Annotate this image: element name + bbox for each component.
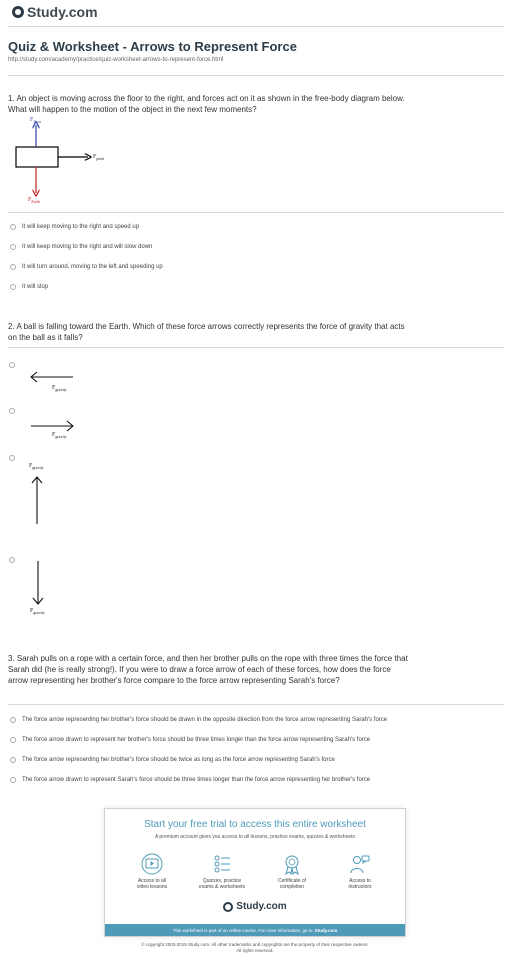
q3-option-d[interactable]: The force arrow drawn to represent Sarah's force should be three times longer than the force arrow representing her brother's force (10, 777, 370, 783)
promo-study-logo[interactable]: Study.com (105, 901, 405, 912)
certificate-icon (281, 853, 303, 875)
q3-option-b[interactable]: The force arrow drawn to represent her brother's force should be three times longer than the force arrow representing Sarah's force (10, 737, 370, 743)
header-divider (8, 26, 504, 27)
q2-option-b-label: $F_{gravity}$ (52, 432, 67, 440)
radio-button[interactable] (10, 777, 16, 783)
q2-option-c-label: $F_{gravity}$ (29, 463, 44, 471)
quiz-checklist-icon (211, 853, 233, 875)
feature-video-lessons: Access to all video lessons (115, 853, 189, 890)
question-3-divider (8, 704, 504, 705)
question-2-divider (8, 347, 504, 348)
study-logo[interactable] (12, 4, 98, 20)
brand-name: Study.com (27, 4, 98, 20)
question-2-text: 2. A ball is falling toward the Earth. Which of these force arrows correctly represents the force of gravity that acts on the ball as it falls? (8, 322, 405, 342)
q2-option-a-radio[interactable] (9, 362, 15, 368)
q3-option-a[interactable]: The force arrow representing her brother's force should be drawn in the opposite direction from the force arrow representing Sarah's force (10, 717, 387, 723)
feature-certificate: Certificate of completion (255, 853, 329, 890)
feature-quizzes: Quizzes, practice exams & worksheets (185, 853, 259, 890)
q2-option-c-up-arrow (30, 474, 44, 526)
f-earth-label: $F_{Earth}$ (28, 197, 41, 205)
promo-study-link[interactable]: Study.com (314, 927, 338, 933)
radio-button[interactable] (10, 737, 16, 743)
study-logo-mark-icon (223, 902, 233, 912)
page-title: Quiz & Worksheet - Arrows to Represent Force (8, 39, 297, 54)
q2-option-b-right-arrow (28, 419, 76, 433)
radio-button[interactable] (10, 224, 16, 230)
promo-subtitle: A premium account gives you access to all lessons, practice exams, quizzes & worksheets (154, 834, 356, 840)
question-1-divider (8, 212, 504, 213)
promo-info-bar: This worksheet is part of an online course. For more information, go to Study.com (105, 924, 405, 936)
q2-option-d-label: $F_{gravity}$ (30, 608, 45, 616)
q1-option-c[interactable]: It will turn around, moving to the left and speeding up (10, 264, 163, 270)
question-1-text: 1. An object is moving across the floor to the right, and forces act on it as shown in the free-body diagram below. What will happen to the motion of the object in the next few moments? (8, 94, 405, 114)
feature-instructors: Access to instructors (323, 853, 397, 890)
page-url: http://study.com/academy/practice/quiz-worksheet-arrows-to-represent-force.html (8, 57, 224, 63)
free-body-diagram (0, 115, 140, 210)
instructor-icon (349, 853, 371, 875)
q3-option-c[interactable]: The force arrow representing her brother's force should be twice as long as the force arrow representing Sarah's force (10, 757, 335, 763)
q1-option-d[interactable]: It will stop (10, 284, 48, 290)
title-divider (8, 75, 504, 76)
q2-option-b-radio[interactable] (9, 408, 15, 414)
object-box (16, 147, 58, 167)
q2-option-a-label: $F_{gravity}$ (52, 385, 67, 393)
radio-button[interactable] (10, 757, 16, 763)
radio-button[interactable] (10, 284, 16, 290)
q2-option-d-radio[interactable] (9, 557, 15, 563)
video-lesson-icon (141, 853, 163, 875)
q2-option-c-radio[interactable] (9, 455, 15, 461)
free-trial-promo[interactable] (104, 808, 406, 937)
question-3-text: 3. Sarah pulls on a rope with a certain force, and then her brother pulls on the rope with three times the force that Sarah did (he is really strong!). If you were to draw a force arrow of each of these forces, how does the force arrow representing her brother's force compare to the force arrow representing Sarah's force? (8, 654, 408, 685)
radio-button[interactable] (10, 717, 16, 723)
radio-button[interactable] (10, 244, 16, 250)
q1-option-b[interactable]: It will keep moving to the right and will slow down (10, 244, 152, 250)
copyright-notice: © copyright 2003-2015 Study.com. All other trademarks and copyrights are the property of their respective owners. All rights reserved. (141, 942, 369, 953)
q2-option-a-left-arrow (28, 370, 76, 384)
promo-title: Start your free trial to access this entire worksheet (144, 819, 366, 830)
f-floor-label: $F_{floor}$ (30, 117, 42, 125)
q2-option-d-down-arrow (31, 559, 45, 607)
study-logo-mark-icon (12, 6, 24, 18)
radio-button[interactable] (10, 264, 16, 270)
f-push-label: $F_{push}$ (93, 154, 104, 162)
q1-option-a[interactable]: It will keep moving to the right and speed up (10, 224, 139, 230)
